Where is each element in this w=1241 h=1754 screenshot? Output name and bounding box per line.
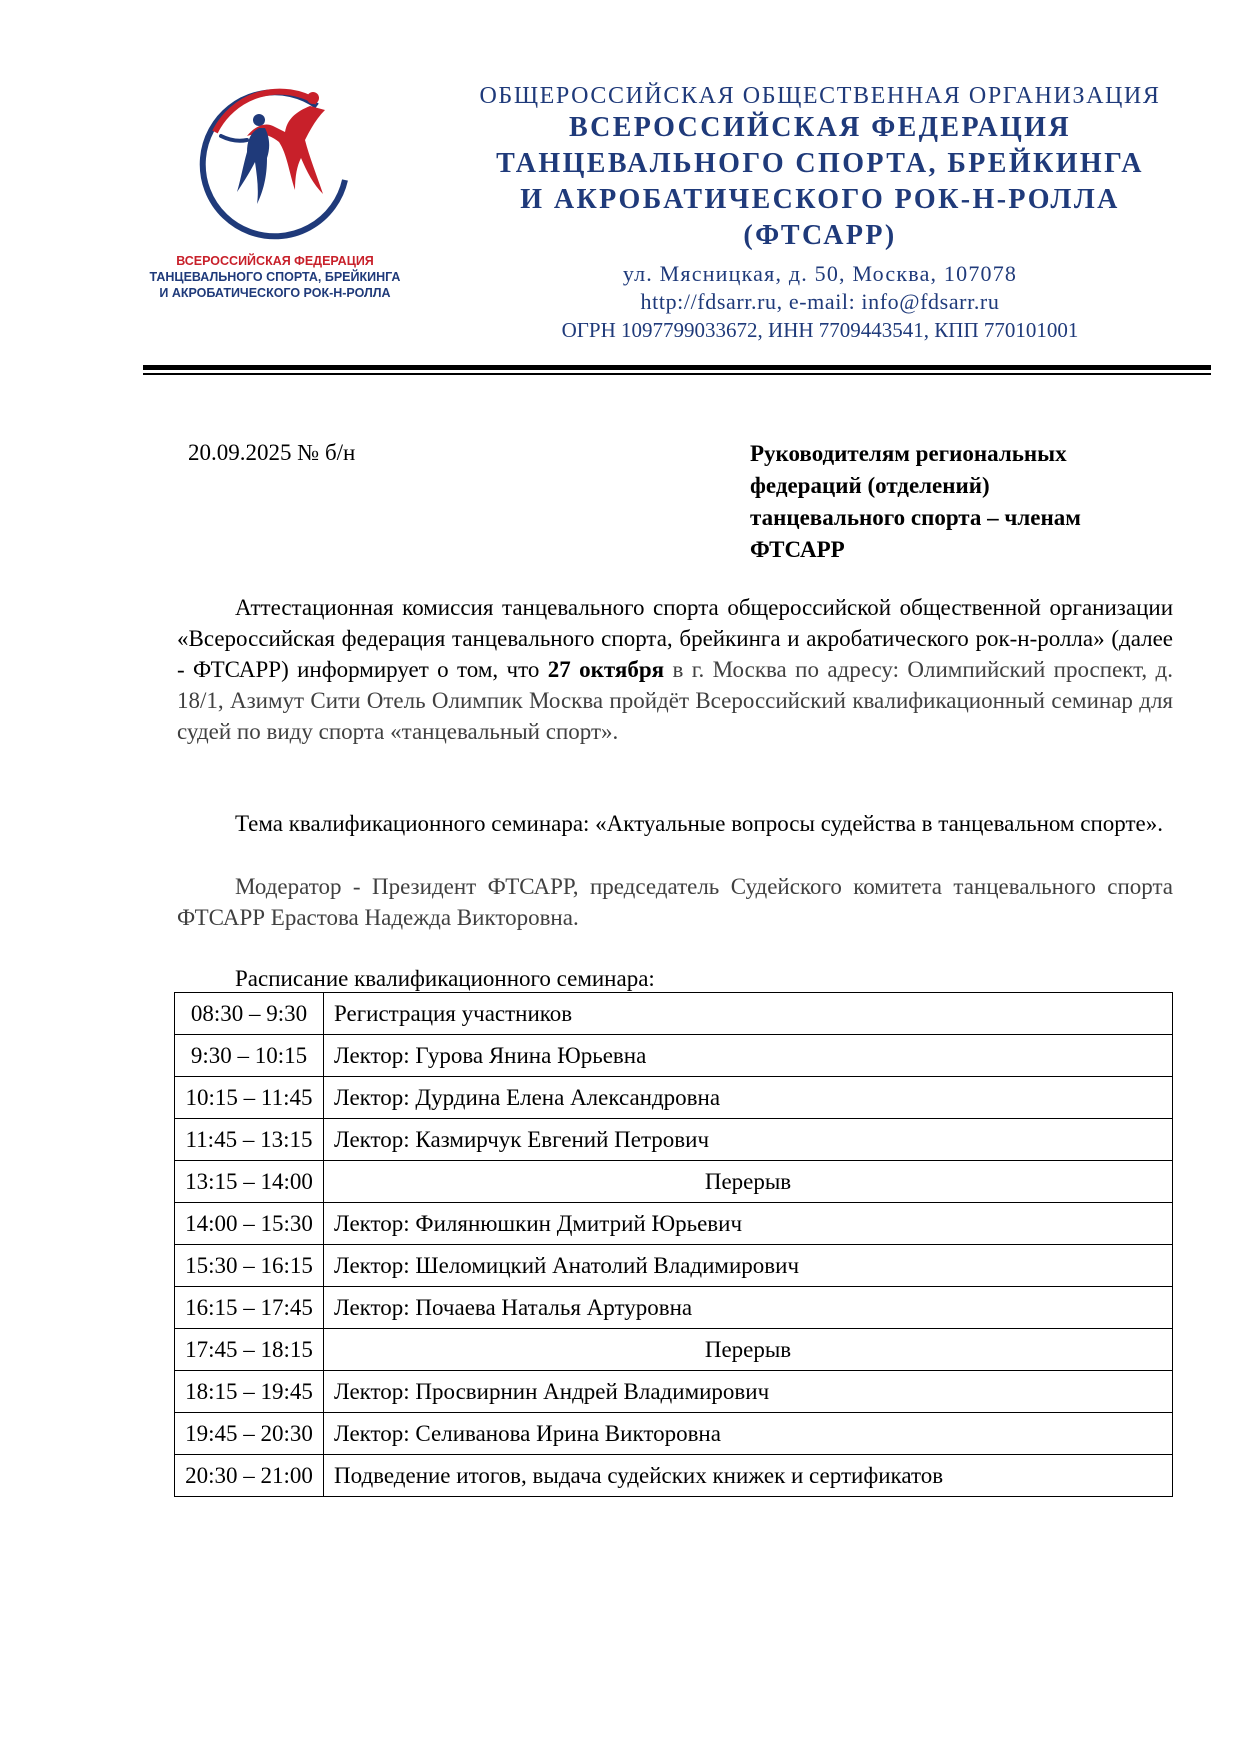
schedule-activity: Лектор: Почаева Наталья Артуровна	[324, 1287, 1173, 1329]
table-row	[175, 1455, 1173, 1497]
schedule-time: 19:45 – 20:30	[175, 1413, 324, 1455]
schedule-time: 15:30 – 16:15	[175, 1245, 324, 1287]
header-divider-thin	[143, 373, 1211, 375]
schedule-time: 11:45 – 13:15	[175, 1119, 324, 1161]
table-row	[175, 1245, 1173, 1287]
logo-caption	[125, 253, 425, 301]
table-row	[175, 1329, 1173, 1371]
table-row	[175, 1371, 1173, 1413]
org-type: ОБЩЕРОССИЙСКАЯ ОБЩЕСТВЕННАЯ ОРГАНИЗАЦИЯ	[479, 83, 1161, 109]
table-row	[175, 1203, 1173, 1245]
addressee-line: танцевального спорта – членам	[750, 505, 1081, 530]
schedule-activity: Лектор: Дурдина Елена Александровна	[324, 1077, 1173, 1119]
schedule-title: Расписание квалификационного семинара:	[235, 966, 655, 991]
intro-location-text: в г. Москва по адресу: Олимпийский проспект, д. 18/1, Азимут Сити Отель Олимпик Москва пройдёт Всероссийский квалификационный семинар для судей по виду спорта «танцевальный спорт».	[177, 657, 1174, 744]
intro-paragraph	[177, 592, 1173, 747]
org-name-line: ВСЕРОССИЙСКАЯ ФЕДЕРАЦИЯ	[569, 112, 1071, 143]
org-address: ул. Мясницкая, д. 50, Москва, 107078	[622, 261, 1018, 286]
federation-logo	[125, 80, 425, 310]
schedule-time: 13:15 – 14:00	[175, 1161, 324, 1203]
schedule-time: 17:45 – 18:15	[175, 1329, 324, 1371]
org-abbreviation: (ФТСАРР)	[743, 220, 897, 251]
schedule-activity: Подведение итогов, выдача судейских книжек и сертификатов	[324, 1455, 1173, 1497]
addressee-line: федераций (отделений)	[750, 473, 990, 498]
table-row	[175, 1287, 1173, 1329]
logo-caption-line: ВСЕРОССИЙСКАЯ ФЕДЕРАЦИЯ	[176, 254, 374, 268]
header-divider-thick	[143, 365, 1211, 370]
org-name-line: ТАНЦЕВАЛЬНОГО СПОРТА, БРЕЙКИНГА	[496, 148, 1144, 179]
topic-paragraph: Тема квалификационного семинара: «Актуальные вопросы судейства в танцевальном спорте».	[235, 811, 1163, 836]
schedule-time: 18:15 – 19:45	[175, 1371, 324, 1413]
schedule-time: 20:30 – 21:00	[175, 1455, 324, 1497]
table-row	[175, 1413, 1173, 1455]
letterhead	[440, 82, 1200, 344]
schedule-activity: Лектор: Просвирнин Андрей Владимирович	[324, 1371, 1173, 1413]
addressee	[750, 438, 1170, 566]
schedule-activity: Лектор: Селиванова Ирина Викторовна	[324, 1413, 1173, 1455]
schedule-activity: Лектор: Казмирчук Евгений Петрович	[324, 1119, 1173, 1161]
schedule-break: Перерыв	[324, 1329, 1173, 1371]
schedule-activity: Лектор: Шеломицкий Анатолий Владимирович	[324, 1245, 1173, 1287]
table-row	[175, 1161, 1173, 1203]
table-row	[175, 1119, 1173, 1161]
org-contacts: http://fdsarr.ru, e-mail: info@fdsarr.ru	[640, 289, 1000, 314]
schedule-time: 14:00 – 15:30	[175, 1203, 324, 1245]
letter-date-number: 20.09.2025 № б/н	[188, 440, 356, 465]
table-row	[175, 993, 1173, 1035]
schedule-activity: Лектор: Гурова Янина Юрьевна	[324, 1035, 1173, 1077]
schedule-activity: Регистрация участников	[324, 993, 1173, 1035]
dancers-emblem-icon	[195, 80, 355, 245]
schedule-break: Перерыв	[324, 1161, 1173, 1203]
schedule-time: 16:15 – 17:45	[175, 1287, 324, 1329]
schedule-time: 9:30 – 10:15	[175, 1035, 324, 1077]
table-row	[175, 1077, 1173, 1119]
schedule-table	[174, 992, 1173, 1497]
seminar-date: 27 октября	[547, 657, 665, 682]
moderator-paragraph: Модератор - Президент ФТСАРР, председатель Судейского комитета танцевального спорта ФТСАРР Ерастова Надежда Викторовна.	[177, 874, 1173, 930]
table-row	[175, 1035, 1173, 1077]
addressee-line: ФТСАРР	[750, 537, 845, 562]
schedule-time: 08:30 – 9:30	[175, 993, 324, 1035]
schedule-activity: Лектор: Филянюшкин Дмитрий Юрьевич	[324, 1203, 1173, 1245]
org-name-line: И АКРОБАТИЧЕСКОГО РОК-Н-РОЛЛА	[520, 184, 1120, 215]
addressee-line: Руководителям региональных	[750, 441, 1067, 466]
schedule-time: 10:15 – 11:45	[175, 1077, 324, 1119]
intro-text: Аттестационная комиссия танцевального спорта общероссийской общественной организации «Всероссийская федерация танцевального спорта, брейкинга и акробатического рок-н-ролла» (далее - ФТСАРР) информирует о том, что	[177, 595, 1173, 682]
logo-caption-line: И АКРОБАТИЧЕСКОГО РОК-Н-РОЛЛА	[159, 286, 391, 300]
logo-caption-line: ТАНЦЕВАЛЬНОГО СПОРТА, БРЕЙКИНГА	[149, 270, 401, 284]
org-registry: ОГРН 1097799033672, ИНН 7709443541, КПП 770101001	[561, 318, 1079, 342]
